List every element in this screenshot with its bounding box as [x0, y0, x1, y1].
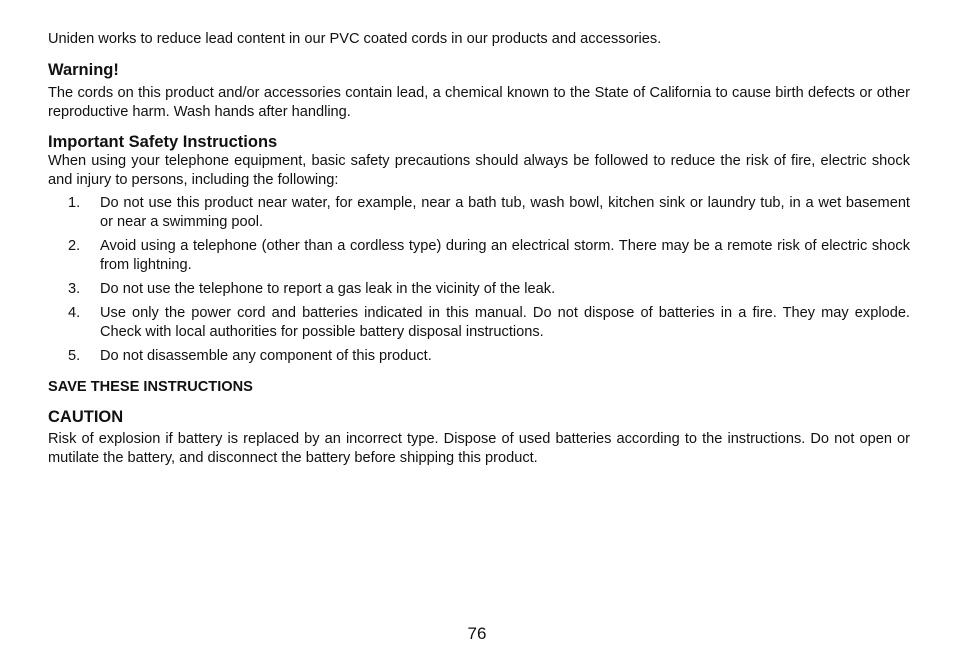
safety-heading: Important Safety Instructions: [48, 133, 278, 151]
caution-heading: CAUTION: [48, 408, 124, 426]
document-page: [48, 30, 910, 468]
list-item: [48, 237, 910, 275]
list-item-number: 2.: [68, 238, 81, 254]
list-item-text: Use only the power cord and batteries indicated in this manual. Do not dispose of batteries in a fire. They may explode. Check with local authorities for possible battery disposal instructions.: [100, 305, 910, 340]
list-item: [48, 304, 910, 342]
save-instructions-heading: SAVE THESE INSTRUCTIONS: [48, 379, 253, 395]
list-item-text: Do not use this product near water, for example, near a bath tub, wash bowl, kitchen sink or laundry tub, in a wet basement or near a swimming pool.: [100, 195, 910, 230]
list-item-number: 1.: [68, 195, 81, 211]
list-item: [48, 280, 910, 299]
safety-intro-paragraph: When using your telephone equipment, basic safety precautions should always be followed to reduce the risk of fire, electric shock and injury to persons, including the following:: [48, 153, 910, 188]
list-item-number: 3.: [68, 281, 81, 297]
list-item: [48, 347, 910, 366]
list-item-text: Do not use the telephone to report a gas leak in the vicinity of the leak.: [100, 281, 556, 297]
intro-paragraph: Uniden works to reduce lead content in our PVC coated cords in our products and accessories.: [48, 31, 662, 47]
list-item: [48, 194, 910, 232]
safety-instructions-list: [48, 194, 910, 366]
caution-paragraph: Risk of explosion if battery is replaced by an incorrect type. Dispose of used batteries according to the instructions. Do not open or mutilate the battery, and disconnect the battery before shipping this product.: [48, 431, 910, 466]
list-item-text: Do not disassemble any component of this product.: [100, 348, 432, 364]
warning-heading: Warning!: [48, 61, 119, 79]
list-item-number: 5.: [68, 348, 81, 364]
warning-paragraph: The cords on this product and/or accessories contain lead, a chemical known to the State of California to cause birth defects or other reproductive harm. Wash hands after handling.: [48, 85, 910, 120]
list-item-text: Avoid using a telephone (other than a cordless type) during an electrical storm. There may be a remote risk of electric shock from lightning.: [100, 238, 910, 273]
page-number: 76: [467, 624, 487, 643]
list-item-number: 4.: [68, 305, 81, 321]
